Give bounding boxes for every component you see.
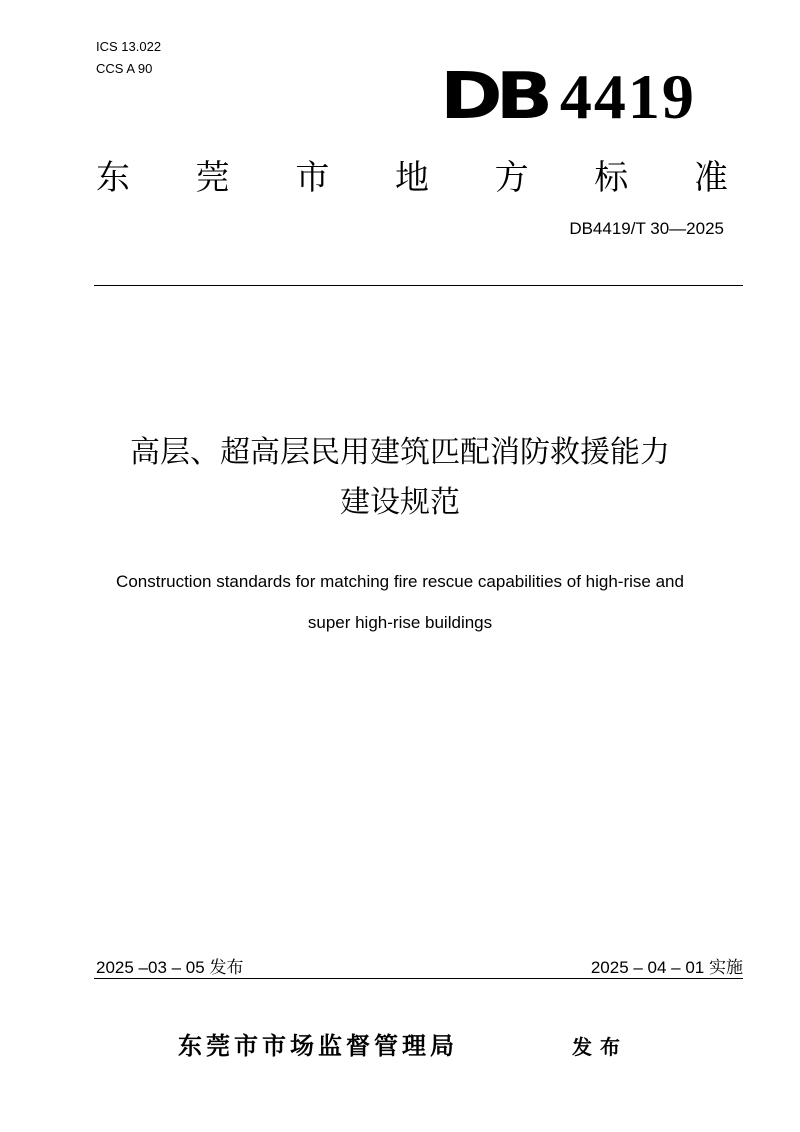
standard-type-char: 方 <box>494 158 529 198</box>
standard-type-char: 准 <box>693 158 728 198</box>
publish-date: 2025 –03 – 05 发布 <box>96 958 244 977</box>
ics-code: ICS 13.022 <box>96 39 162 54</box>
standard-type-heading <box>96 156 728 200</box>
standard-type-char: 地 <box>394 158 429 198</box>
issue-label: 发布 <box>572 1035 628 1059</box>
db-standard-logo <box>440 62 696 132</box>
english-title-line-2: super high-rise buildings <box>307 613 493 632</box>
db-region-number: 4419 <box>559 61 696 132</box>
chinese-title <box>50 428 750 528</box>
ccs-code: CCS A 90 <box>96 61 153 76</box>
implementation-date: 2025 – 04 – 01 实施 <box>590 958 743 977</box>
top-divider <box>94 285 743 286</box>
bottom-divider <box>94 978 743 979</box>
chinese-title-line-1: 高层、超高层民用建筑匹配消防救援能力 <box>130 435 670 470</box>
chinese-title-line-2: 建设规范 <box>340 485 460 520</box>
standard-code: DB4419/T 30—2025 <box>569 219 724 238</box>
issuing-authority: 东莞市市场监督管理局 <box>178 1032 458 1060</box>
standard-type-char: 标 <box>594 158 629 198</box>
english-title-line-1: Construction standards for matching fire rescue capabilities of high-rise and <box>116 572 684 591</box>
english-title <box>40 561 760 643</box>
standard-type-char: 东 <box>96 158 130 198</box>
standard-type-char: 莞 <box>195 158 230 198</box>
db-letters: DB <box>440 60 547 134</box>
standard-type-char: 市 <box>295 158 330 198</box>
